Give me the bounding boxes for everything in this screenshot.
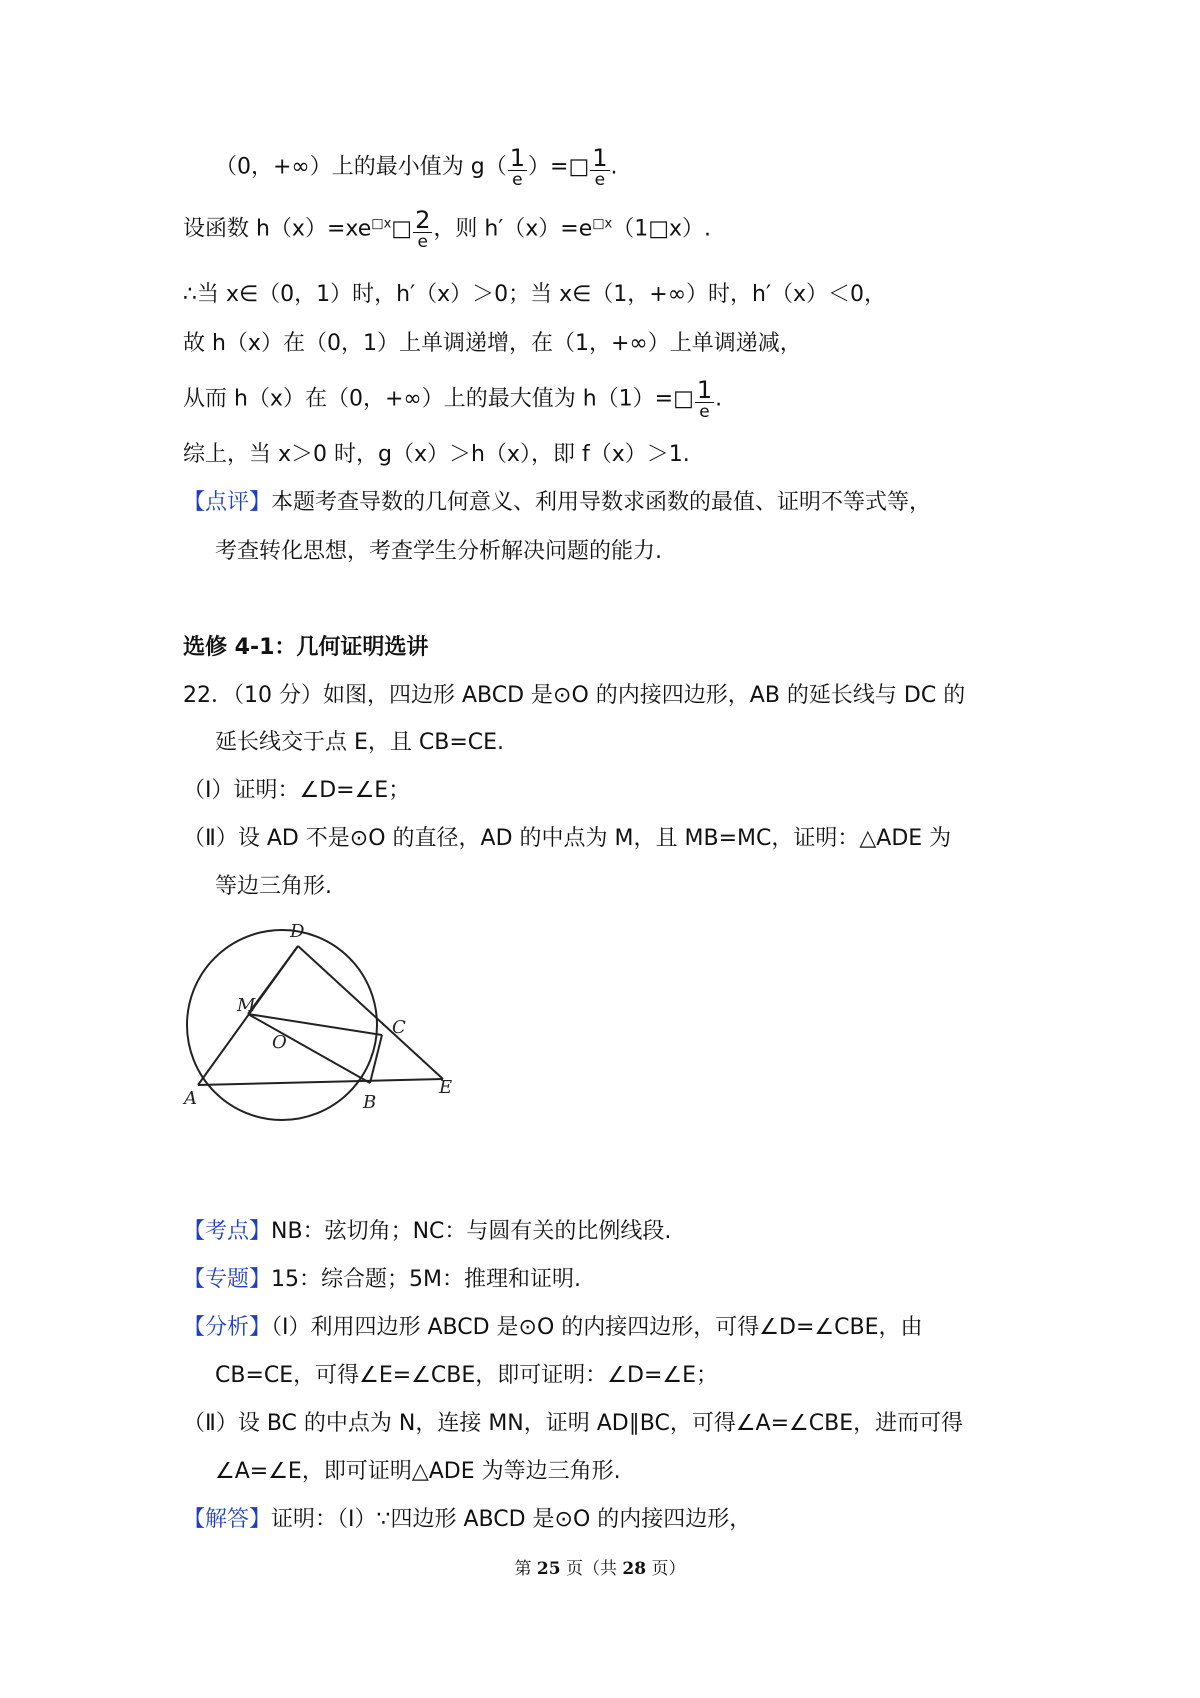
label-m: M [237,995,256,1016]
segment-md [248,946,298,1014]
text-segment: （0，+∞）上的最小值为 g（ [215,154,507,180]
text-segment: ，则 h′（x）=e [433,216,593,242]
page-number: 25 [536,1559,561,1579]
label-c: C [392,1017,406,1038]
text-segment: 设函数 h（x）=xe [183,216,372,242]
solution-line-2 [183,208,711,251]
label-b: B [363,1092,377,1113]
fraction-numerator: 1 [696,376,713,404]
geometry-figure [180,910,460,1145]
solution-line-6: 综上，当 x＞0 时，g（x）＞h（x），即 f（x）＞1. [183,442,690,467]
text-segment: ）= [528,154,569,180]
fraction-1-over-e [590,146,609,189]
footer-prefix: 第 [514,1559,537,1579]
fenxi-line-2: CB=CE，可得∠E=∠CBE，即可证明：∠D=∠E； [215,1363,719,1388]
fraction-numerator: 1 [592,144,608,172]
text-segment: 从而 h（x）在（0，+∞）上的最大值为 h（1）= [183,386,674,412]
solution-line-5 [183,378,722,421]
missing-glyph: □ [673,386,694,412]
problem-line-2: 延长线交于点 E，且 CB=CE. [215,730,505,755]
jieda-text: 证明：（Ⅰ）∵四边形 ABCD 是⊙O 的内接四边形， [271,1507,752,1532]
problem-line-1: 22．（10 分）如图，四边形 ABCD 是⊙O 的内接四边形，AB 的延长线与 DC 的 [183,683,966,708]
fraction-denominator: e [695,402,714,421]
missing-glyph: □ [391,216,413,242]
solution-line-4: 故 h（x）在（0，1）上单调递增，在（1，+∞）上单调递减， [183,331,802,356]
exponent: □x [371,216,392,232]
fenxi-text: （Ⅰ）利用四边形 ABCD 是⊙O 的内接四边形，可得∠D=∠CBE，由 [271,1315,923,1340]
section-heading: 选修 4-1：几何证明选讲 [183,635,429,660]
circle-o [187,930,377,1120]
fenxi-line-3: （Ⅱ）设 BC 的中点为 N，连接 MN，证明 AD∥BC，可得∠A=∠CBE，进而可得 [183,1411,964,1436]
fraction-numerator: 1 [509,144,525,172]
kaodian-tag: 【考点】 [183,1219,272,1244]
page-total: 28 [622,1559,647,1579]
footer-suffix: 页） [646,1559,686,1579]
problem-part-1: （Ⅰ）证明：∠D=∠E； [183,778,411,803]
review-line-2: 考查转化思想，考查学生分析解决问题的能力. [215,539,662,564]
review-text: 本题考查导数的几何意义、利用导数求函数的最值、证明不等式等， [271,490,932,515]
fraction-2-over-e [413,208,432,251]
fraction-denominator: e [590,170,609,189]
kaodian-line [183,1217,671,1247]
missing-glyph: □ [568,154,590,180]
solution-line-3: ∴当 x∈（0，1）时，h′（x）＞0；当 x∈（1，+∞）时，h′（x）＜0， [183,282,887,307]
fraction-denominator: e [508,170,527,189]
text-segment: . [610,154,618,180]
review-line-1 [183,488,931,518]
zhuanti-tag: 【专题】 [183,1267,272,1292]
fenxi-line-4: ∠A=∠E，即可证明△ADE 为等边三角形. [215,1459,621,1484]
footer-middle: 页（共 [560,1559,623,1579]
jieda-line [183,1505,751,1535]
fraction-1-over-e [508,146,527,189]
label-a: A [184,1088,197,1109]
zhuanti-line [183,1265,581,1295]
text-segment: . [715,386,723,412]
page-footer [0,1554,1200,1579]
jieda-tag: 【解答】 [183,1507,272,1532]
text-segment: （1□x）. [612,216,712,242]
segment-ae [198,1079,443,1085]
fraction-numerator: 2 [415,206,431,234]
fraction-1-over-e [695,378,714,421]
label-d: D [290,921,305,942]
fenxi-line-1 [183,1313,922,1343]
fenxi-tag: 【分析】 [183,1315,272,1340]
solution-line-1 [215,146,618,189]
fraction-denominator: e [413,232,432,251]
zhuanti-text: 15：综合题；5M：推理和证明. [271,1267,581,1292]
problem-part-2-line-1: （Ⅱ）设 AD 不是⊙O 的直径，AD 的中点为 M，且 MB=MC，证明：△ADE 为 [183,826,952,851]
review-tag: 【点评】 [183,490,272,515]
exponent: □x [592,216,613,232]
problem-part-2-line-2: 等边三角形. [215,874,332,899]
kaodian-text: NB：弦切角；NC：与圆有关的比例线段. [271,1219,672,1244]
label-o: O [272,1032,287,1053]
label-e: E [439,1077,453,1098]
